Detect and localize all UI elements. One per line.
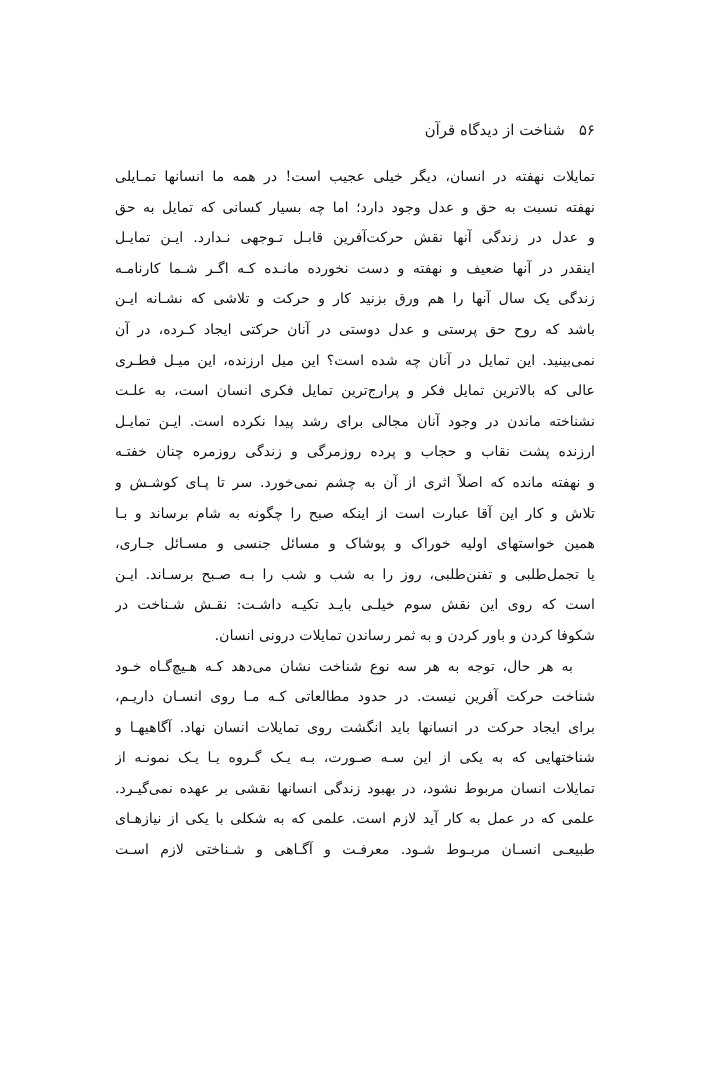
text-line: علمی که در عمل به کار آید لازم است. علمی که به شکلی با یکی از نیازهـای: [115, 811, 595, 828]
chapter-title: شناخت از دیدگاه قرآن: [424, 121, 565, 139]
text-line: نشناخته ماندن در وجود آنان مجالی برای رشد پیدا نکرده است. ایـن تمایـل: [115, 413, 595, 430]
text-line: تمایلات نهفته در انسان، دیگر خیلی عجیب است! در همه ما انسانها تمـایلی: [115, 169, 595, 185]
text-line: نمی‌بینید. این تمایل در آنان چه شده است؟ این میل ارزنده، این میـل فطـری: [115, 352, 595, 369]
text-line: اینقدر در آنها ضعیف و نهفته و دست نخورده مانـده کـه اگـر شـما کارنامـه: [115, 260, 595, 277]
text-line: شناخت حرکت آفرین نیست. در حدود مطالعاتی کـه مـا روی انسـان داریـم،: [115, 689, 595, 706]
text-line: باشد که روح حق پرستی و عدل دوستی در آنان حرکتی ایجاد کـرده، در آن: [115, 321, 595, 338]
text-line: زندگی یک سال آنها را هم ورق بزنید کار و حرکت و تلاشی که نشـانه ایـن: [115, 291, 595, 308]
text-line: یا تجمل‌طلبی و تفنن‌طلبی، روز را به شب و شب را بـه صـبح برسـاند. ایـن: [115, 566, 595, 583]
text-line: ارزنده پشت نقاب و حجاب و پرده روزمرگی و زندگی روزمره چنان خفتـه: [115, 444, 595, 461]
text-line: و نهفته مانده که اصلاً اثری از آن به چشم نمی‌خورد. سر تا پـای کوشـش و: [115, 474, 595, 491]
text-line: برای ایجاد حرکت در انسانها باید انگشت روی تمایلات انسان نهاد. آگاهیهـا و: [115, 719, 595, 736]
page-number: ۵۶: [578, 121, 595, 139]
text-line: طبیعـی انسـان مربـوط شـود. معرفـت و آگـاهی و شـناختی لازم اسـت: [115, 842, 595, 859]
text-line: تمایلات انسان مربوط نشود، در بهبود زندگی انسانها نقشی بر عهده نمی‌گیـرد.: [115, 780, 595, 797]
text-line: به هر حال، توجه به هر سه نوع شناخت نشان می‌دهد کـه هـیچ‌گـاه خـود: [115, 658, 573, 675]
text-line: شناختهایی که به یکی از این سـه صـورت، بـه یـک گـروه یـا یـک نمونـه از: [115, 750, 595, 767]
text-line: و عدل در زندگی آنها نقش حرکت‌آفرین قابـل تـوجهی نـدارد. ایـن تمایـل: [115, 230, 595, 247]
text-line: نهفته نسبت به حق و عدل وجود دارد؛ اما چه بسیار کسانی که تمایل به حق: [115, 199, 595, 216]
text-line: همین خواستهای اولیه خوراک و پوشاک و مسائل جنسی و مسـائل جـاری،: [115, 536, 595, 553]
running-header: [115, 118, 595, 142]
text-line: شکوفا کردن و باور کردن و به ثمر رساندن تمایلات درونی انسان.: [214, 627, 595, 644]
text-line: عالی که بالاترین تمایل فکر و پرارج‌ترین تمایل فکری انسان است، به علـت: [115, 383, 595, 400]
paragraph-2: [115, 652, 595, 866]
text-line: است که روی این نقش سوم خیلـی بایـد تکیـه داشـت: نقـش شـناخت در: [115, 597, 595, 614]
body-text: [115, 162, 595, 866]
text-line: تلاش و کار این آقا عبارت است از اینکه صبح را چگونه به شام برساند و بـا: [115, 505, 595, 522]
paragraph-1: [115, 162, 595, 652]
